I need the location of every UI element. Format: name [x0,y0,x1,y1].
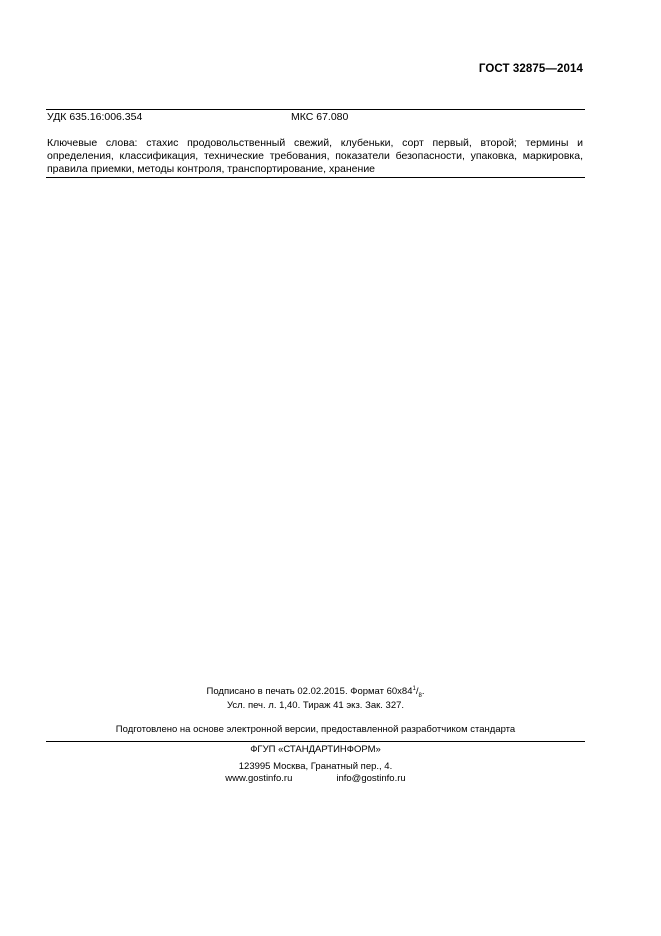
prepared-note: Подготовлено на основе электронной версии, предоставленной разработчиком стандарта [115,724,516,735]
signed-to-print-line: Подписано в печать 02.02.2015. Формат $60х84^1/_8$. [206,686,425,700]
format-numerator: 1 [412,686,416,692]
publisher-contacts [0,773,631,784]
udk-code: УДК 635.16:006.354 [47,111,143,123]
format-denominator: 8 [418,693,422,700]
publisher-name: ФГУП «СТАНДАРТИНФОРМ» [250,744,381,755]
mks-code: МКС 67.080 [291,111,349,123]
keywords-divider [46,177,585,178]
keywords-paragraph: Ключевые слова: стахис продовольственный свежий, клубеньки, сорт первый, второй; термины и определения, классификация, технические требования, показатели безопасности, упаковка, маркировка, правила приемки, методы контроля, транспортирование, хранение [47,137,583,175]
top-divider [46,109,585,110]
publisher-website: www.gostinfo.ru [225,773,293,784]
publisher-address: 123995 Москва, Гранатный пер., 4. [238,761,393,772]
print-conditions: Усл. печ. л. 1,40. Тираж 41 экз. Зак. 327. [226,700,405,711]
publisher-email: info@gostinfo.ru [336,773,406,784]
publisher-divider [46,741,585,742]
document-code: ГОСТ 32875—2014 [478,63,583,75]
signed-text: Подписано в печать 02.02.2015. Формат 60х84 [206,686,413,698]
format-suffix: . [421,686,425,698]
